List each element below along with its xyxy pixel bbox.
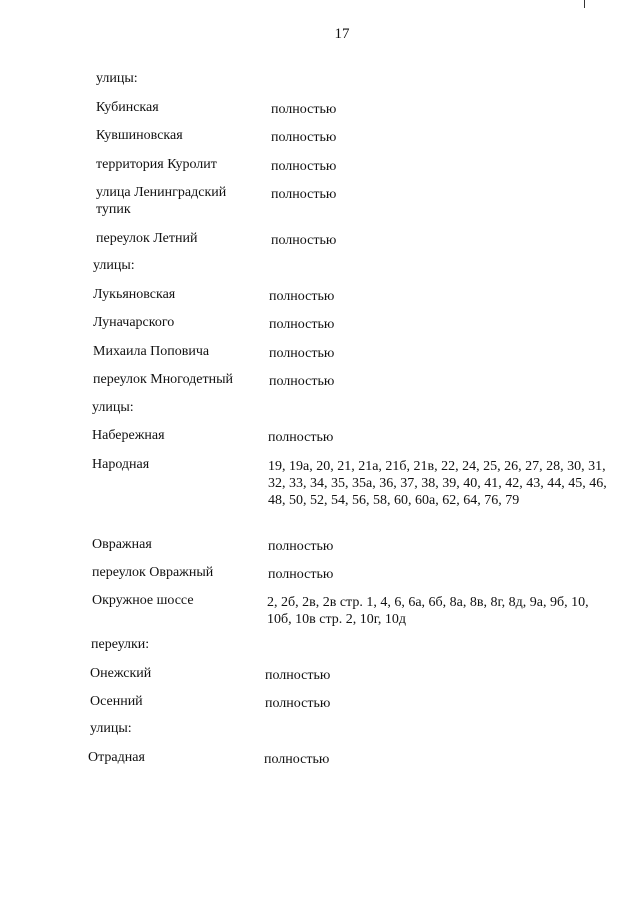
street-name: Отрадная bbox=[88, 750, 145, 765]
lane-name: Онежский bbox=[90, 666, 152, 681]
house-numbers: полностью bbox=[269, 374, 335, 389]
house-numbers: 2, 2б, 2в, 2в стр. 1, 4, 6, 6а, 6б, 8а, 8в, 8г, 8д, 9а, 9б, 10, 10б, 10в стр. 2, 10г, 10д bbox=[267, 595, 589, 627]
house-numbers: полностью bbox=[269, 317, 335, 332]
section-heading: улицы: bbox=[96, 71, 138, 86]
house-numbers: полностью bbox=[264, 752, 330, 767]
street-name: Кубинская bbox=[96, 100, 159, 115]
section-heading: улицы: bbox=[90, 721, 132, 736]
house-numbers: полностью bbox=[269, 346, 335, 361]
street-name: переулок Овражный bbox=[92, 565, 214, 580]
house-numbers: 19, 19а, 20, 21, 21а, 21б, 21в, 22, 24, 25, 26, 27, 28, 30, 31, 32, 33, 34, 35, 35а, 36, 37, 38, 39, 40, 41, 42, 43, 44, 45, 46, 48, 50, 52, 54, 56, 58, 60, 60а, 62, 64, 76, 79 bbox=[268, 459, 607, 508]
street-name: Набережная bbox=[92, 428, 165, 443]
street-name: улица Ленинградский тупик bbox=[96, 185, 227, 217]
page-edge-mark bbox=[584, 0, 585, 8]
street-name: переулок Летний bbox=[96, 231, 198, 246]
street-name: Кувшиновская bbox=[96, 128, 183, 143]
street-name: переулок Многодетный bbox=[93, 372, 234, 387]
lane-name: Осенний bbox=[90, 694, 143, 709]
house-numbers: полностью bbox=[271, 102, 337, 117]
house-numbers: полностью bbox=[269, 289, 335, 304]
house-numbers: полностью bbox=[268, 567, 334, 582]
house-numbers: полностью bbox=[265, 696, 331, 711]
house-numbers: полностью bbox=[271, 187, 337, 202]
house-numbers: полностью bbox=[268, 430, 334, 445]
street-name: Лукьяновская bbox=[93, 287, 176, 302]
house-numbers: полностью bbox=[268, 539, 334, 554]
section-heading: переулки: bbox=[91, 637, 150, 652]
house-numbers: полностью bbox=[265, 668, 331, 683]
street-name: Луначарского bbox=[93, 315, 175, 330]
street-name: Окружное шоссе bbox=[92, 593, 194, 608]
street-name: Овражная bbox=[92, 537, 152, 552]
street-name: Михаила Поповича bbox=[93, 344, 210, 359]
house-numbers: полностью bbox=[271, 130, 337, 145]
house-numbers: полностью bbox=[271, 233, 337, 248]
section-heading: улицы: bbox=[92, 400, 134, 415]
section-heading: улицы: bbox=[93, 258, 135, 273]
house-numbers: полностью bbox=[271, 159, 337, 174]
street-name: Народная bbox=[92, 457, 150, 472]
page-number: 17 bbox=[334, 26, 350, 42]
street-name: территория Куролит bbox=[96, 157, 217, 172]
